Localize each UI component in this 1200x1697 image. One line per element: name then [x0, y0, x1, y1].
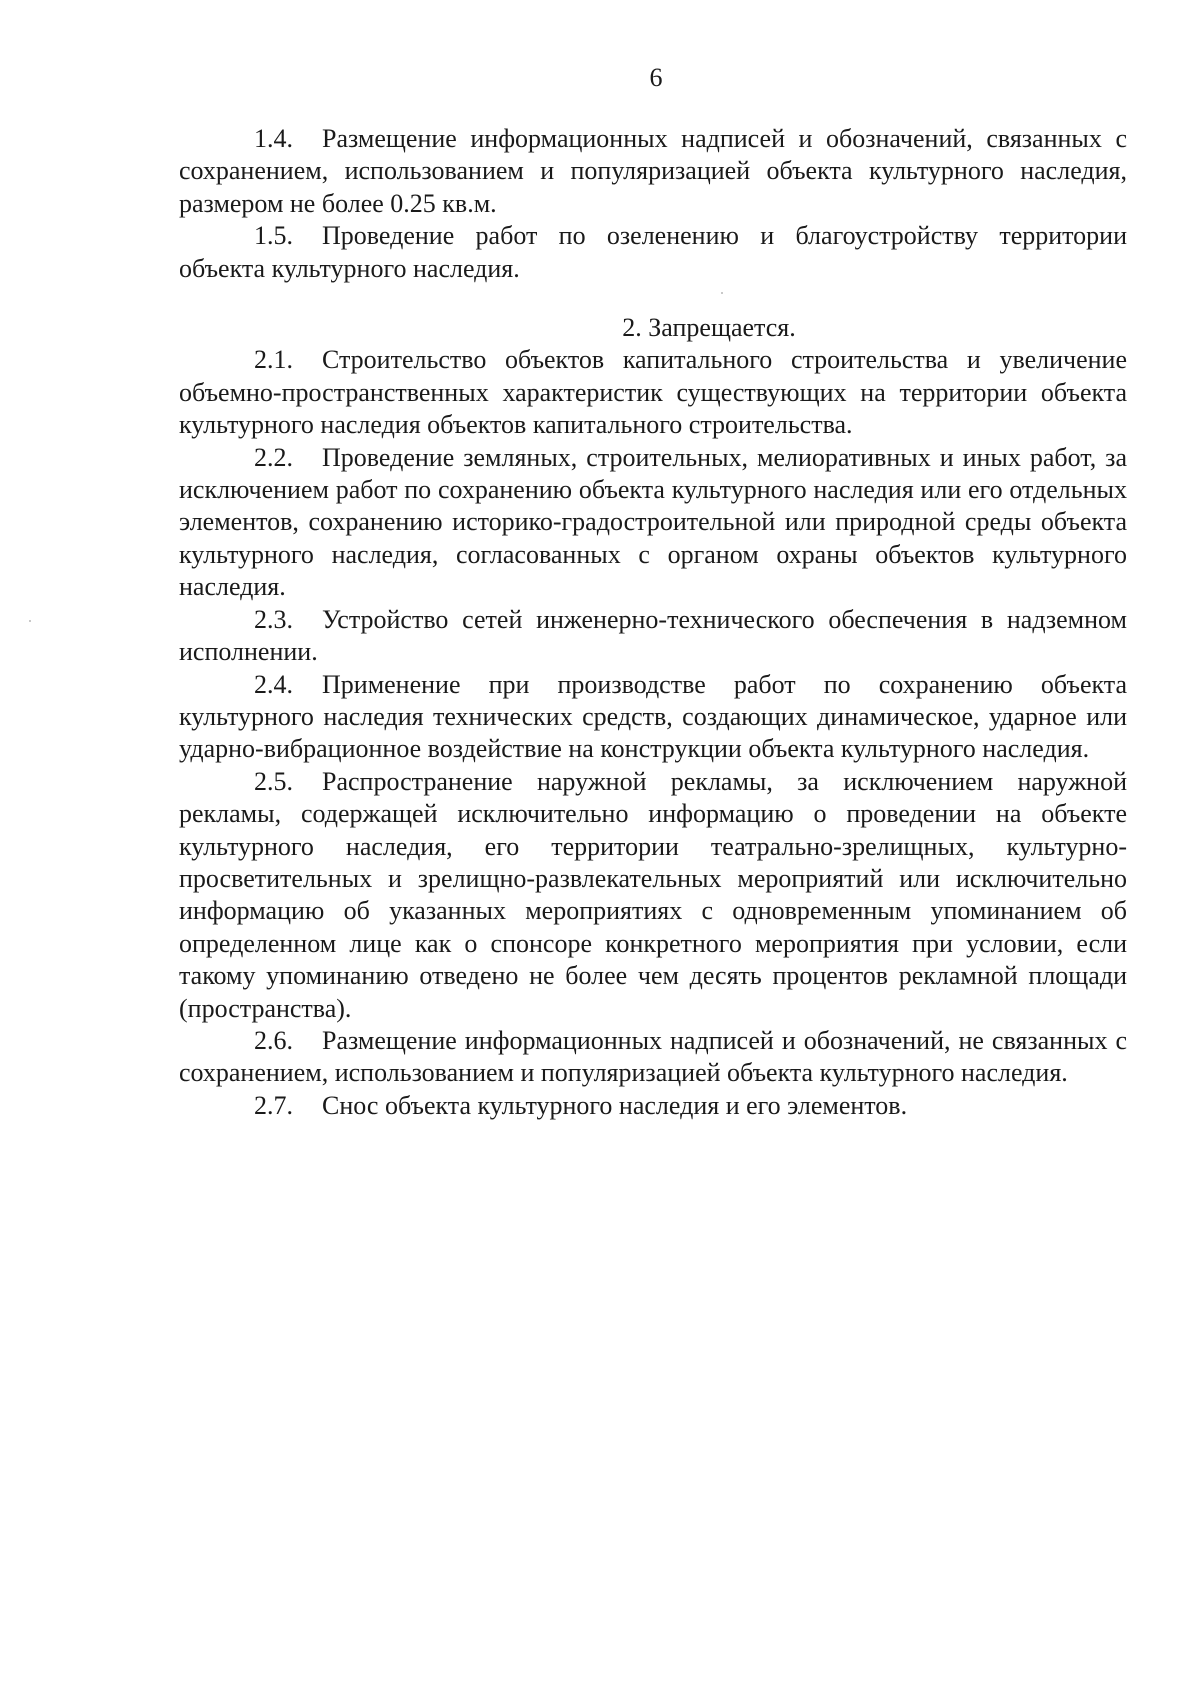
- item-text: Проведение работ по озеленению и благоустройству территории объекта культурного наследия.: [179, 221, 1127, 283]
- paragraph-2-2: [179, 442, 1127, 604]
- paragraph-1-4: [179, 123, 1127, 220]
- item-number: 2.5.: [254, 766, 293, 796]
- document-body: [179, 123, 1127, 1122]
- item-text: Применение при производстве работ по сохранению объекта культурного наследия технических средств, создающих динамическое, ударное или ударно-вибрационное воздействие на конструкции объекта культурного наследия.: [179, 669, 1127, 764]
- item-text: Снос объекта культурного наследия и его элементов.: [322, 1090, 908, 1120]
- item-text: Проведение земляных, строительных, мелиоративных и иных работ, за исключением работ по сохранению объекта культурного наследия или его отдельных элементов, сохранению историко-градостроительной или природной среды объекта культурного наследия, согласованных с органом охраны объектов культурного наследия.: [179, 442, 1127, 602]
- item-number: 1.4.: [254, 124, 293, 153]
- item-text: Строительство объектов капитального строительства и увеличение объемно-пространственных характеристик существующих на территории объекта культурного наследия объектов капитального строительства.: [179, 345, 1127, 440]
- section-heading: 2. Запрещается.: [622, 313, 796, 343]
- paragraph-2-3: [179, 604, 1127, 669]
- item-number: 2.4.: [254, 669, 293, 699]
- paragraph-2-7: [179, 1090, 1127, 1122]
- item-number: 2.6.: [254, 1025, 293, 1055]
- item-number: 2.7.: [254, 1090, 293, 1120]
- paragraph-2-1: [179, 344, 1127, 441]
- page-number: 6: [649, 63, 663, 92]
- paragraph-2-5: [179, 766, 1127, 1025]
- scan-speck: [721, 292, 723, 294]
- item-number: 2.1.: [254, 345, 293, 375]
- item-number: 2.3.: [254, 604, 293, 634]
- paragraph-1-5: [179, 220, 1127, 285]
- scan-speck: [29, 620, 31, 622]
- paragraph-2-6: [179, 1025, 1127, 1090]
- paragraph-2-4: [179, 669, 1127, 766]
- item-text: Размещение информационных надписей и обозначений, связанных с сохранением, использованием и популяризацией объекта культурного наследия, размером не более 0.25 кв.м.: [179, 124, 1127, 218]
- item-text: Устройство сетей инженерно-технического обеспечения в надземном исполнении.: [179, 604, 1127, 667]
- item-number: 2.2.: [254, 442, 293, 472]
- item-number: 1.5.: [254, 221, 293, 251]
- item-text: Распространение наружной рекламы, за исключением наружной рекламы, содержащей исключительно информацию о проведении на объекте культурного наследия, его территории театрально-зрелищных, культурно-просветительных и зрелищно-развлекательных мероприятий или исключительно информацию об указанных мероприятиях с одновременным упоминанием об определенном лице как о спонсоре конкретного мероприятия при условии, если такому упоминанию отведено не более чем десять процентов рекламной площади (пространства).: [179, 766, 1127, 1023]
- item-text: Размещение информационных надписей и обозначений, не связанных с сохранением, использованием и популяризацией объекта культурного наследия.: [179, 1025, 1127, 1088]
